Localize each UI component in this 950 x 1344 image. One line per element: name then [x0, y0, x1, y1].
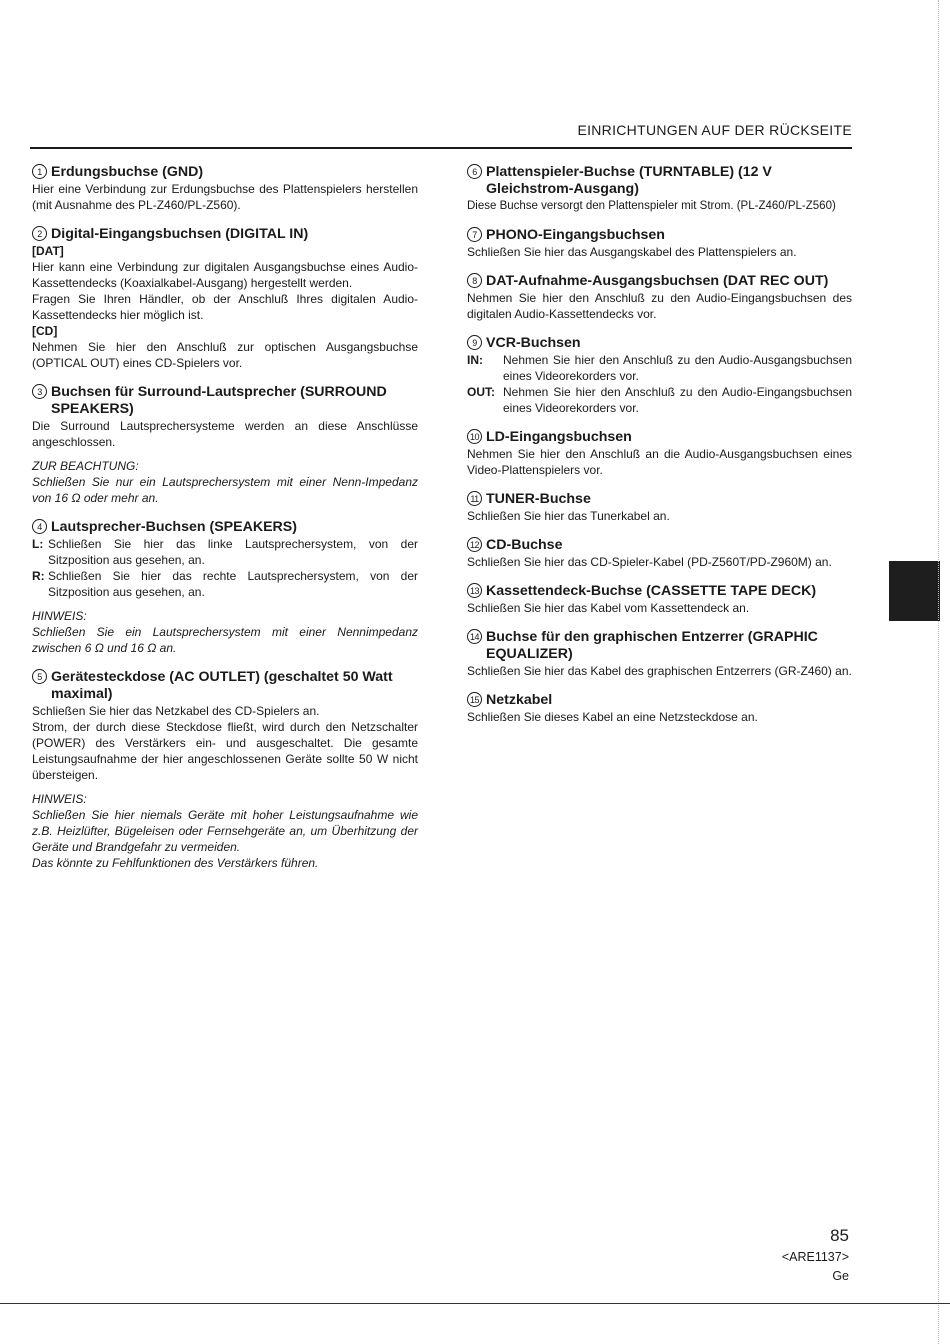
header-rule [30, 147, 852, 149]
section-number: 8 [467, 273, 482, 288]
section-title: CD-Buchse [486, 537, 563, 553]
section-heading [467, 629, 852, 663]
section-heading [467, 537, 852, 554]
subheading-cd: [CD] [32, 324, 58, 338]
note-text: Das könnte zu Fehlfunktionen des Verstärkers führen. [32, 856, 319, 870]
section-text: Hier eine Verbindung zur Erdungsbuchse des Plattenspielers herstellen (mit Ausnahme des PL-Z460/PL-Z560). [32, 182, 418, 212]
section-speakers [32, 519, 418, 656]
section-number: 3 [32, 384, 47, 399]
section-heading [467, 227, 852, 244]
section-vcr [467, 335, 852, 416]
section-text: Schließen Sie hier das Kabel des graphischen Entzerrers (GR-Z460) an. [467, 664, 852, 678]
section-heading [467, 583, 852, 600]
definition-key: R: [32, 569, 45, 583]
section-title: Netzkabel [486, 692, 553, 708]
section-text: Schließen Sie hier das Tunerkabel an. [467, 509, 670, 523]
section-phono [467, 227, 852, 260]
section-cd [467, 537, 852, 570]
section-heading [32, 226, 418, 243]
section-number: 1 [32, 164, 47, 179]
definition-value: Nehmen Sie hier den Anschluß zu den Audio-Ausgangsbuchsen eines Videorekorders vor. [503, 353, 852, 383]
section-title: Digital-Eingangsbuchsen (DIGITAL IN) [51, 226, 309, 242]
section-title: Plattenspieler-Buchse (TURNTABLE) (12 V Gleichstrom-Ausgang) [486, 164, 772, 197]
definition-in [467, 352, 852, 384]
note-text: Schließen Sie hier niemals Geräte mit hoher Leistungsaufnahme wie z.B. Heizlüfter, Bügeleisen oder Fernsehgeräte an, um Überhitzung der Geräte und Brandgefahr zu vermeiden. [32, 808, 418, 854]
section-title: Buchse für den graphischen Entzerrer (GRAPHIC EQUALIZER) [486, 629, 818, 662]
language-code: Ge [832, 1269, 849, 1283]
section-title: Lautsprecher-Buchsen (SPEAKERS) [51, 519, 297, 535]
section-surround-speakers [32, 384, 418, 506]
section-ac-outlet [32, 669, 418, 871]
section-graphic-eq [467, 629, 852, 679]
definition-left [32, 536, 418, 568]
note-text: Schließen Sie nur ein Lautsprechersystem mit einer Nenn-Impedanz von 16 Ω oder mehr an. [32, 475, 418, 505]
section-text: Hier kann eine Verbindung zur digitalen Ausgangsbuchse eines Audio-Kassettendecks (Koaxialkabel-Ausgang) hergestellt werden. [32, 260, 418, 290]
section-text: Nehmen Sie hier den Anschluß an die Audio-Ausgangsbuchsen eines Video-Plattenspielers vor. [467, 447, 852, 477]
footer-rule [0, 1303, 950, 1304]
section-digital-in [32, 226, 418, 371]
section-dat-rec-out [467, 273, 852, 322]
section-heading [467, 491, 852, 508]
section-text: Schließen Sie dieses Kabel an eine Netzsteckdose an. [467, 710, 758, 724]
section-title: DAT-Aufnahme-Ausgangsbuchsen (DAT REC OUT) [486, 273, 829, 289]
right-column [467, 164, 852, 738]
definition-key: L: [32, 537, 44, 551]
section-heading [467, 164, 852, 198]
note-label: ZUR BEACHTUNG: [32, 459, 139, 473]
subheading-dat: [DAT] [32, 244, 64, 258]
note-label: HINWEIS: [32, 609, 87, 623]
section-text: Schließen Sie hier das Kabel vom Kassettendeck an. [467, 601, 750, 615]
section-title: TUNER-Buchse [486, 491, 591, 507]
definition-key: OUT: [467, 385, 495, 399]
section-cassette [467, 583, 852, 616]
section-power-cord [467, 692, 852, 725]
definition-right [32, 568, 418, 600]
thumb-index-tab [889, 561, 940, 621]
section-text: Schließen Sie hier das Ausgangskabel des Plattenspielers an. [467, 245, 797, 259]
section-heading [32, 164, 418, 181]
section-heading [32, 519, 418, 536]
page-header: EINRICHTUNGEN AUF DER RÜCKSEITE [577, 122, 852, 138]
section-number: 9 [467, 335, 482, 350]
document-code: <ARE1137> [781, 1250, 849, 1264]
section-number: 4 [32, 519, 47, 534]
section-number: 11 [467, 491, 482, 506]
section-number: 12 [467, 537, 482, 552]
section-text: Schließen Sie hier das Netzkabel des CD-Spielers an. [32, 704, 320, 718]
section-title: PHONO-Eingangsbuchsen [486, 227, 665, 243]
section-number: 10 [467, 429, 482, 444]
section-heading [467, 692, 852, 709]
note-text: Schließen Sie ein Lautsprechersystem mit einer Nennimpedanz zwischen 6 Ω und 16 Ω an. [32, 625, 418, 655]
section-heading [467, 335, 852, 352]
section-text: Die Surround Lautsprechersysteme werden an diese Anschlüsse angeschlossen. [32, 419, 418, 449]
section-number: 2 [32, 226, 47, 241]
section-title: Erdungsbuchse (GND) [51, 164, 204, 180]
section-gnd [32, 164, 418, 213]
page-number: 85 [830, 1226, 849, 1245]
definition-value: Schließen Sie hier das linke Lautsprechersystem, von der Sitzposition aus gesehen, an. [48, 537, 418, 567]
section-title: Gerätesteckdose (AC OUTLET) (geschaltet 50 Watt maximal) [51, 669, 393, 702]
section-title: VCR-Buchsen [486, 335, 581, 351]
note-label: HINWEIS: [32, 792, 87, 806]
section-text: Diese Buchse versorgt den Plattenspieler mit Strom. (PL-Z460/PL-Z560) [467, 200, 836, 212]
section-title: Kassettendeck-Buchse (CASSETTE TAPE DECK) [486, 583, 817, 599]
section-number: 5 [32, 669, 47, 684]
definition-value: Nehmen Sie hier den Anschluß zu den Audio-Eingangsbuchsen eines Videorekorders vor. [503, 385, 852, 415]
section-number: 14 [467, 629, 482, 644]
section-text: Strom, der durch diese Steckdose fließt, wird durch den Netzschalter (POWER) des Verstärkers ein- und ausgeschaltet. Die gesamte Leistungsaufnahme der hier angeschlossenen Geräte sollte 50 W nicht übersteigen. [32, 720, 418, 782]
section-ld [467, 429, 852, 478]
section-title: Buchsen für Surround-Lautsprecher (SURROUND SPEAKERS) [51, 384, 387, 417]
section-text: Schließen Sie hier das CD-Spieler-Kabel (PD-Z560T/PD-Z960M) an. [467, 555, 832, 569]
section-heading [32, 669, 418, 703]
page-edge [938, 0, 940, 1344]
section-number: 15 [467, 692, 482, 707]
section-number: 6 [467, 164, 482, 179]
definition-out [467, 384, 852, 416]
section-turntable [467, 164, 852, 214]
section-number: 7 [467, 227, 482, 242]
section-heading [467, 429, 852, 446]
section-text: Nehmen Sie hier den Anschluß zur optischen Ausgangsbuchse (OPTICAL OUT) eines CD-Spielers vor. [32, 340, 418, 370]
section-heading [467, 273, 852, 290]
definition-key: IN: [467, 353, 483, 367]
section-number: 13 [467, 583, 482, 598]
left-column [32, 164, 418, 884]
section-text: Nehmen Sie hier den Anschluß zu den Audio-Eingangsbuchsen des digitalen Audio-Kassettendecks vor. [467, 291, 852, 321]
definition-value: Schließen Sie hier das rechte Lautsprechersystem, von der Sitzposition aus gesehen, an. [48, 569, 418, 599]
section-heading [32, 384, 418, 418]
section-text: Fragen Sie Ihren Händler, ob der Anschluß Ihres digitalen Audio-Kassettendecks hier möglich ist. [32, 292, 418, 322]
section-tuner [467, 491, 852, 524]
section-title: LD-Eingangsbuchsen [486, 429, 632, 445]
